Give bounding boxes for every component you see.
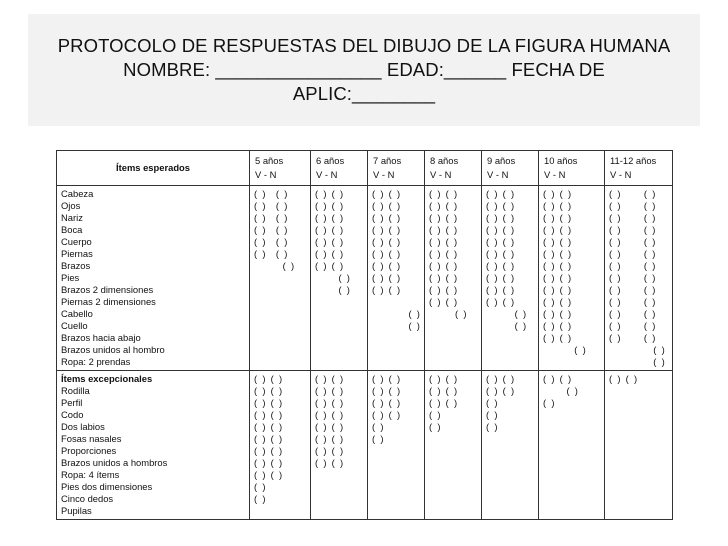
response-marks: ( ) ( ) — [254, 409, 283, 420]
response-marks: ( ) ( ) — [254, 200, 288, 211]
vn-label: V - N — [430, 169, 452, 180]
exceptional-item-label: Perfil — [61, 397, 83, 408]
response-marks: ( ) ( ) — [315, 248, 344, 259]
expected-item-label: Ropa: 2 prendas — [61, 356, 131, 367]
response-marks: ( ) — [254, 493, 266, 504]
response-marks: ( ) ( ) — [486, 188, 515, 199]
response-marks: ( ) ( ) — [315, 397, 344, 408]
expected-item-label: Boca — [61, 224, 83, 235]
response-marks: ( ) ( ) — [315, 433, 344, 444]
exceptional-marks-column — [482, 371, 539, 520]
response-marks: ( ) ( ) — [429, 385, 458, 396]
expected-items-header: Ítems esperados — [57, 151, 250, 186]
document-title-block — [28, 14, 700, 126]
exceptional-items-header: Ítems excepcionales — [61, 373, 153, 384]
exceptional-item-label: Brazos unidos a hombros — [61, 457, 168, 468]
vn-label: V - N — [255, 169, 277, 180]
exceptional-item-label: Dos labios — [61, 421, 105, 432]
expected-items-row — [57, 186, 673, 371]
response-marks: ( ) ( ) — [543, 284, 572, 295]
age-label: 6 años — [316, 155, 345, 166]
expected-item-label: Piernas — [61, 248, 93, 259]
response-marks: ( ) ( ) — [254, 433, 283, 444]
response-marks: ( ) — [486, 320, 527, 331]
expected-item-label: Cuerpo — [61, 236, 92, 247]
response-marks: ( ) ( ) — [609, 320, 656, 331]
expected-item-label: Piernas 2 dimensiones — [61, 296, 156, 307]
response-marks: ( ) ( ) — [429, 272, 458, 283]
response-marks: ( ) ( ) — [543, 248, 572, 259]
expected-item-label: Cuello — [61, 320, 88, 331]
expected-item-label: Cabello — [61, 308, 93, 319]
response-marks: ( ) ( ) — [254, 373, 283, 384]
response-marks: ( ) ( ) — [429, 188, 458, 199]
response-marks: ( ) ( ) — [254, 457, 283, 468]
response-marks: ( ) ( ) — [543, 260, 572, 271]
age-header-cell — [368, 151, 425, 186]
response-marks: ( ) ( ) — [609, 373, 638, 384]
response-marks: ( ) — [486, 409, 498, 420]
expected-item-label: Brazos hacia abajo — [61, 332, 141, 343]
response-marks: ( ) ( ) — [254, 248, 288, 259]
expected-marks-column — [311, 186, 368, 371]
response-marks: ( ) ( ) — [609, 212, 656, 223]
response-marks: ( ) ( ) — [429, 236, 458, 247]
exceptional-items-list — [57, 371, 250, 520]
response-marks: ( ) — [372, 433, 384, 444]
exceptional-marks-column — [250, 371, 311, 520]
vn-label: V - N — [316, 169, 338, 180]
response-marks: ( ) ( ) — [486, 200, 515, 211]
response-marks: ( ) ( ) — [254, 188, 288, 199]
expected-items-list — [57, 186, 250, 371]
response-marks: ( ) ( ) — [254, 385, 283, 396]
response-marks: ( ) ( ) — [429, 397, 458, 408]
exceptional-item-label: Rodilla — [61, 385, 90, 396]
document-title: PROTOCOLO DE RESPUESTAS DEL DIBUJO DE LA FIGURA HUMANA — [57, 35, 671, 56]
response-marks: ( ) ( ) — [372, 409, 401, 420]
response-marks: ( ) — [254, 481, 266, 492]
response-marks: ( ) — [486, 397, 498, 408]
response-marks: ( ) ( ) — [429, 296, 458, 307]
response-marks: ( ) ( ) — [486, 248, 515, 259]
response-marks: ( ) ( ) — [254, 236, 288, 247]
response-marks: ( ) ( ) — [254, 397, 283, 408]
expected-item-label: Cabeza — [61, 188, 94, 199]
response-marks: ( ) — [609, 356, 665, 367]
expected-item-label: Brazos unidos al hombro — [61, 344, 165, 355]
response-marks: ( ) — [486, 308, 527, 319]
response-marks: ( ) ( ) — [486, 224, 515, 235]
response-marks: ( ) ( ) — [609, 224, 656, 235]
response-marks: ( ) ( ) — [609, 308, 656, 319]
response-marks: ( ) ( ) — [315, 445, 344, 456]
response-marks: ( ) ( ) — [315, 236, 344, 247]
response-marks: ( ) ( ) — [543, 212, 572, 223]
response-marks: ( ) ( ) — [315, 212, 344, 223]
response-marks: ( ) ( ) — [609, 200, 656, 211]
response-marks: ( ) ( ) — [429, 200, 458, 211]
response-marks: ( ) ( ) — [543, 272, 572, 283]
exceptional-items-row — [57, 371, 673, 520]
response-marks: ( ) — [372, 320, 420, 331]
expected-item-label: Brazos 2 dimensiones — [61, 284, 154, 295]
response-marks: ( ) — [429, 308, 467, 319]
response-marks: ( ) ( ) — [486, 236, 515, 247]
expected-marks-column — [482, 186, 539, 371]
age-label: 7 años — [373, 155, 402, 166]
response-marks: ( ) ( ) — [372, 188, 401, 199]
exceptional-item-label: Cinco dedos — [61, 493, 114, 504]
response-marks: ( ) ( ) — [609, 332, 656, 343]
response-marks: ( ) ( ) — [372, 385, 401, 396]
response-marks: ( ) ( ) — [609, 284, 656, 295]
response-marks: ( ) ( ) — [543, 320, 572, 331]
expected-marks-column — [425, 186, 482, 371]
age-header-cell — [605, 151, 673, 186]
expected-marks-column — [539, 186, 605, 371]
response-marks: ( ) ( ) — [315, 188, 344, 199]
age-header-row — [57, 151, 673, 186]
expected-marks-column — [250, 186, 311, 371]
response-marks: ( ) ( ) — [609, 248, 656, 259]
response-marks: ( ) ( ) — [372, 397, 401, 408]
response-marks: ( ) ( ) — [486, 373, 515, 384]
response-marks: ( ) ( ) — [315, 457, 344, 468]
response-marks: ( ) ( ) — [372, 236, 401, 247]
response-marks: ( ) ( ) — [543, 296, 572, 307]
response-marks: ( ) — [372, 421, 384, 432]
age-header-cell — [482, 151, 539, 186]
response-marks: ( ) ( ) — [609, 296, 656, 307]
response-marks: ( ) ( ) — [609, 236, 656, 247]
exceptional-item-label: Fosas nasales — [61, 433, 122, 444]
exceptional-marks-column — [368, 371, 425, 520]
response-marks: ( ) ( ) — [315, 421, 344, 432]
response-marks: ( ) ( ) — [372, 373, 401, 384]
response-marks: ( ) ( ) — [543, 373, 572, 384]
response-marks: ( ) — [254, 260, 295, 271]
response-marks: ( ) ( ) — [315, 224, 344, 235]
exceptional-marks-column — [539, 371, 605, 520]
response-marks: ( ) ( ) — [429, 373, 458, 384]
response-marks: ( ) ( ) — [486, 212, 515, 223]
response-marks: ( ) ( ) — [543, 308, 572, 319]
vn-label: V - N — [610, 169, 632, 180]
response-marks: ( ) ( ) — [543, 224, 572, 235]
response-marks: ( ) ( ) — [315, 385, 344, 396]
response-marks: ( ) ( ) — [543, 188, 572, 199]
vn-label: V - N — [544, 169, 566, 180]
response-marks: ( ) — [372, 308, 420, 319]
response-marks: ( ) ( ) — [429, 260, 458, 271]
response-marks: ( ) — [543, 397, 555, 408]
exceptional-item-label: Proporciones — [61, 445, 117, 456]
response-marks: ( ) ( ) — [372, 212, 401, 223]
response-marks: ( ) ( ) — [429, 224, 458, 235]
response-marks: ( ) ( ) — [315, 373, 344, 384]
response-marks: ( ) ( ) — [372, 200, 401, 211]
response-marks: ( ) ( ) — [254, 469, 283, 480]
response-marks: ( ) ( ) — [486, 284, 515, 295]
age-header-cell — [539, 151, 605, 186]
response-marks: ( ) ( ) — [486, 260, 515, 271]
vn-label: V - N — [487, 169, 509, 180]
expected-item-label: Nariz — [61, 212, 83, 223]
age-label: 5 años — [255, 155, 284, 166]
expected-marks-column — [368, 186, 425, 371]
exceptional-marks-column — [425, 371, 482, 520]
response-marks: ( ) ( ) — [372, 284, 401, 295]
expected-marks-column — [605, 186, 673, 371]
age-header-cell — [250, 151, 311, 186]
response-marks: ( ) ( ) — [254, 421, 283, 432]
response-marks: ( ) — [315, 284, 350, 295]
exceptional-item-label: Pupilas — [61, 505, 92, 516]
response-marks: ( ) ( ) — [372, 272, 401, 283]
exceptional-item-label: Pies dos dimensiones — [61, 481, 153, 492]
age-label: 11-12 años — [610, 155, 657, 166]
response-marks: ( ) ( ) — [609, 260, 656, 271]
response-marks: ( ) ( ) — [315, 200, 344, 211]
response-marks: ( ) ( ) — [254, 445, 283, 456]
response-marks: ( ) — [315, 272, 350, 283]
response-marks: ( ) ( ) — [254, 212, 288, 223]
response-marks: ( ) ( ) — [486, 296, 515, 307]
exceptional-item-label: Codo — [61, 409, 84, 420]
age-header-cell — [311, 151, 368, 186]
exceptional-marks-column — [605, 371, 673, 520]
response-marks: ( ) ( ) — [486, 385, 515, 396]
vn-label: V - N — [373, 169, 395, 180]
response-marks: ( ) ( ) — [254, 224, 288, 235]
response-marks: ( ) — [486, 421, 498, 432]
response-marks: ( ) ( ) — [429, 248, 458, 259]
response-marks: ( ) ( ) — [609, 272, 656, 283]
exceptional-item-label: Ropa: 4 ítems — [61, 469, 120, 480]
response-marks: ( ) ( ) — [543, 332, 572, 343]
expected-item-label: Pies — [61, 272, 80, 283]
response-marks: ( ) — [543, 385, 578, 396]
response-marks: ( ) ( ) — [609, 188, 656, 199]
response-marks: ( ) ( ) — [315, 409, 344, 420]
response-marks: ( ) ( ) — [429, 284, 458, 295]
name-age-date-line: NOMBRE: ________________ EDAD:______ FECHA DE — [123, 59, 605, 80]
response-marks: ( ) — [429, 421, 441, 432]
age-label: 8 años — [430, 155, 459, 166]
expected-item-label: Ojos — [61, 200, 81, 211]
age-header-cell — [425, 151, 482, 186]
response-marks: ( ) ( ) — [543, 200, 572, 211]
response-marks: ( ) ( ) — [372, 224, 401, 235]
response-marks: ( ) — [429, 409, 441, 420]
exceptional-marks-column — [311, 371, 368, 520]
response-marks — [372, 296, 420, 308]
response-marks: ( ) ( ) — [543, 236, 572, 247]
response-marks: ( ) — [609, 344, 665, 355]
age-label: 10 años — [544, 155, 578, 166]
response-marks: ( ) ( ) — [372, 248, 401, 259]
response-marks: ( ) ( ) — [372, 260, 401, 271]
response-marks: ( ) ( ) — [486, 272, 515, 283]
response-marks: ( ) ( ) — [429, 212, 458, 223]
age-label: 9 años — [487, 155, 516, 166]
response-marks: ( ) — [543, 344, 586, 355]
protocol-table — [56, 150, 673, 520]
response-marks: ( ) ( ) — [315, 260, 344, 271]
application-date-line: APLIC:________ — [292, 83, 436, 104]
expected-item-label: Brazos — [61, 260, 91, 271]
